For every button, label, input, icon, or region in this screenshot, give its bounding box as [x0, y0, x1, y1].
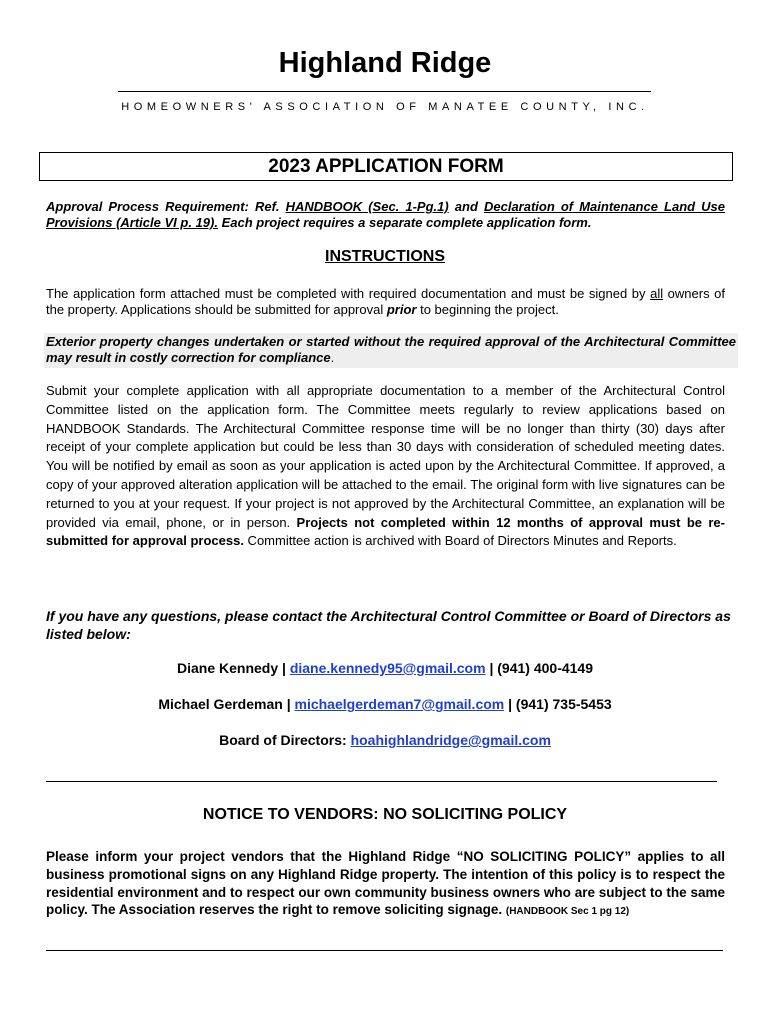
section-divider	[46, 781, 717, 782]
page-title: Highland Ridge	[278, 47, 492, 79]
p2-text-c: Committee action is archived with Board of Directors Minutes and Reports.	[243, 533, 677, 549]
form-title: 2023 APPLICATION FORM	[268, 156, 504, 177]
contact-email-link[interactable]: michaelgerdeman7@gmail.com	[294, 696, 505, 712]
approval-and: and	[448, 199, 484, 214]
compliance-warning-box	[44, 333, 738, 368]
contact-board-of-directors	[0, 732, 770, 748]
title-divider	[118, 91, 651, 92]
p2-resubmit-notice: Projects not completed within 12 months of approval must be re-submitted for approval process.	[46, 514, 725, 549]
contact-name: Michael Gerdeman |	[158, 696, 295, 712]
p1-text-b: owners of the property. Applications should be submitted for approval	[46, 286, 726, 317]
approval-tail: Each project requires a separate complete application form.	[217, 215, 592, 230]
questions-note: If you have any questions, please contact the Architectural Control Committee or Board of Directors as listed below:	[46, 608, 731, 642]
p1-all: all	[650, 286, 664, 301]
warning-text: Exterior property changes undertaken or started without the required approval of the Architectural Committee may result in costly correction for compliance	[46, 334, 736, 365]
contact-name: Diane Kennedy |	[176, 660, 290, 676]
association-subtitle: HOMEOWNERS' ASSOCIATION OF MANATEE COUNTY, INC.	[121, 101, 649, 113]
p2-text-a: Submit your complete application with all appropriate documentation to a member of the Architectural Control Committee listed on the application form. The Committee meets regularly to review applications based on HANDBOOK Standards. The Architectural Committee response time will be no longer than thirty (30) days after receipt of your complete application but could be less than 30 days with consideration of scheduled meeting dates. You will be notified by email as soon as your application is acted upon by the Architectural Committee. If approved, a copy of your approved alteration application will be attached to the email. The original form with live signatures can be returned to you at your request. If your project is not approved by the Architectural Committee, an explanation will be provided via email, phone, or in person.	[46, 383, 725, 530]
notice-heading: NOTICE TO VENDORS: NO SOLICITING POLICY	[202, 806, 568, 823]
declaration-reference: Declaration of Maintenance Land Use Provisions (Article VI p. 19).	[46, 199, 725, 230]
compliance-warning	[44, 333, 738, 367]
contact-phone: | (941) 400-4149	[485, 660, 593, 676]
instructions-paragraph-1	[46, 286, 725, 318]
contact-diane-kennedy	[0, 660, 770, 676]
contact-email-link[interactable]: hoahighlandridge@gmail.com	[350, 732, 551, 748]
form-title-box	[39, 152, 733, 181]
contact-name: Board of Directors:	[219, 732, 351, 748]
contact-michael-gerdeman	[0, 696, 770, 712]
warning-end: .	[330, 350, 335, 365]
contact-phone: | (941) 735-5453	[504, 696, 612, 712]
approval-sep: : Ref.	[244, 199, 286, 214]
notice-handbook-ref: (HANDBOOK Sec 1 pg 12)	[505, 906, 630, 918]
p1-prior: prior	[386, 302, 417, 317]
contact-email-link[interactable]: diane.kennedy95@gmail.com	[289, 660, 486, 676]
approval-requirement	[46, 199, 725, 231]
bottom-divider	[46, 950, 723, 951]
approval-lead: Approval Process Requirement	[46, 199, 245, 214]
instructions-paragraph-2	[46, 382, 725, 551]
notice-paragraph	[46, 848, 725, 921]
p1-text-a: The application form attached must be completed with required documentation and must be signed by	[46, 286, 651, 301]
p1-text-c: to beginning the project.	[416, 302, 559, 317]
handbook-reference: HANDBOOK (Sec. 1-Pg.1)	[285, 199, 449, 214]
instructions-heading: INSTRUCTIONS	[325, 248, 445, 265]
notice-text: Please inform your project vendors that the Highland Ridge “NO SOLICITING POLICY” applies to all business promotional signs on any Highland Ridge property. The intention of this policy is to respect the residential environment and to respect our own community business owners who are subject to the same policy. The Association reserves the right to remove soliciting signage.	[46, 849, 725, 918]
